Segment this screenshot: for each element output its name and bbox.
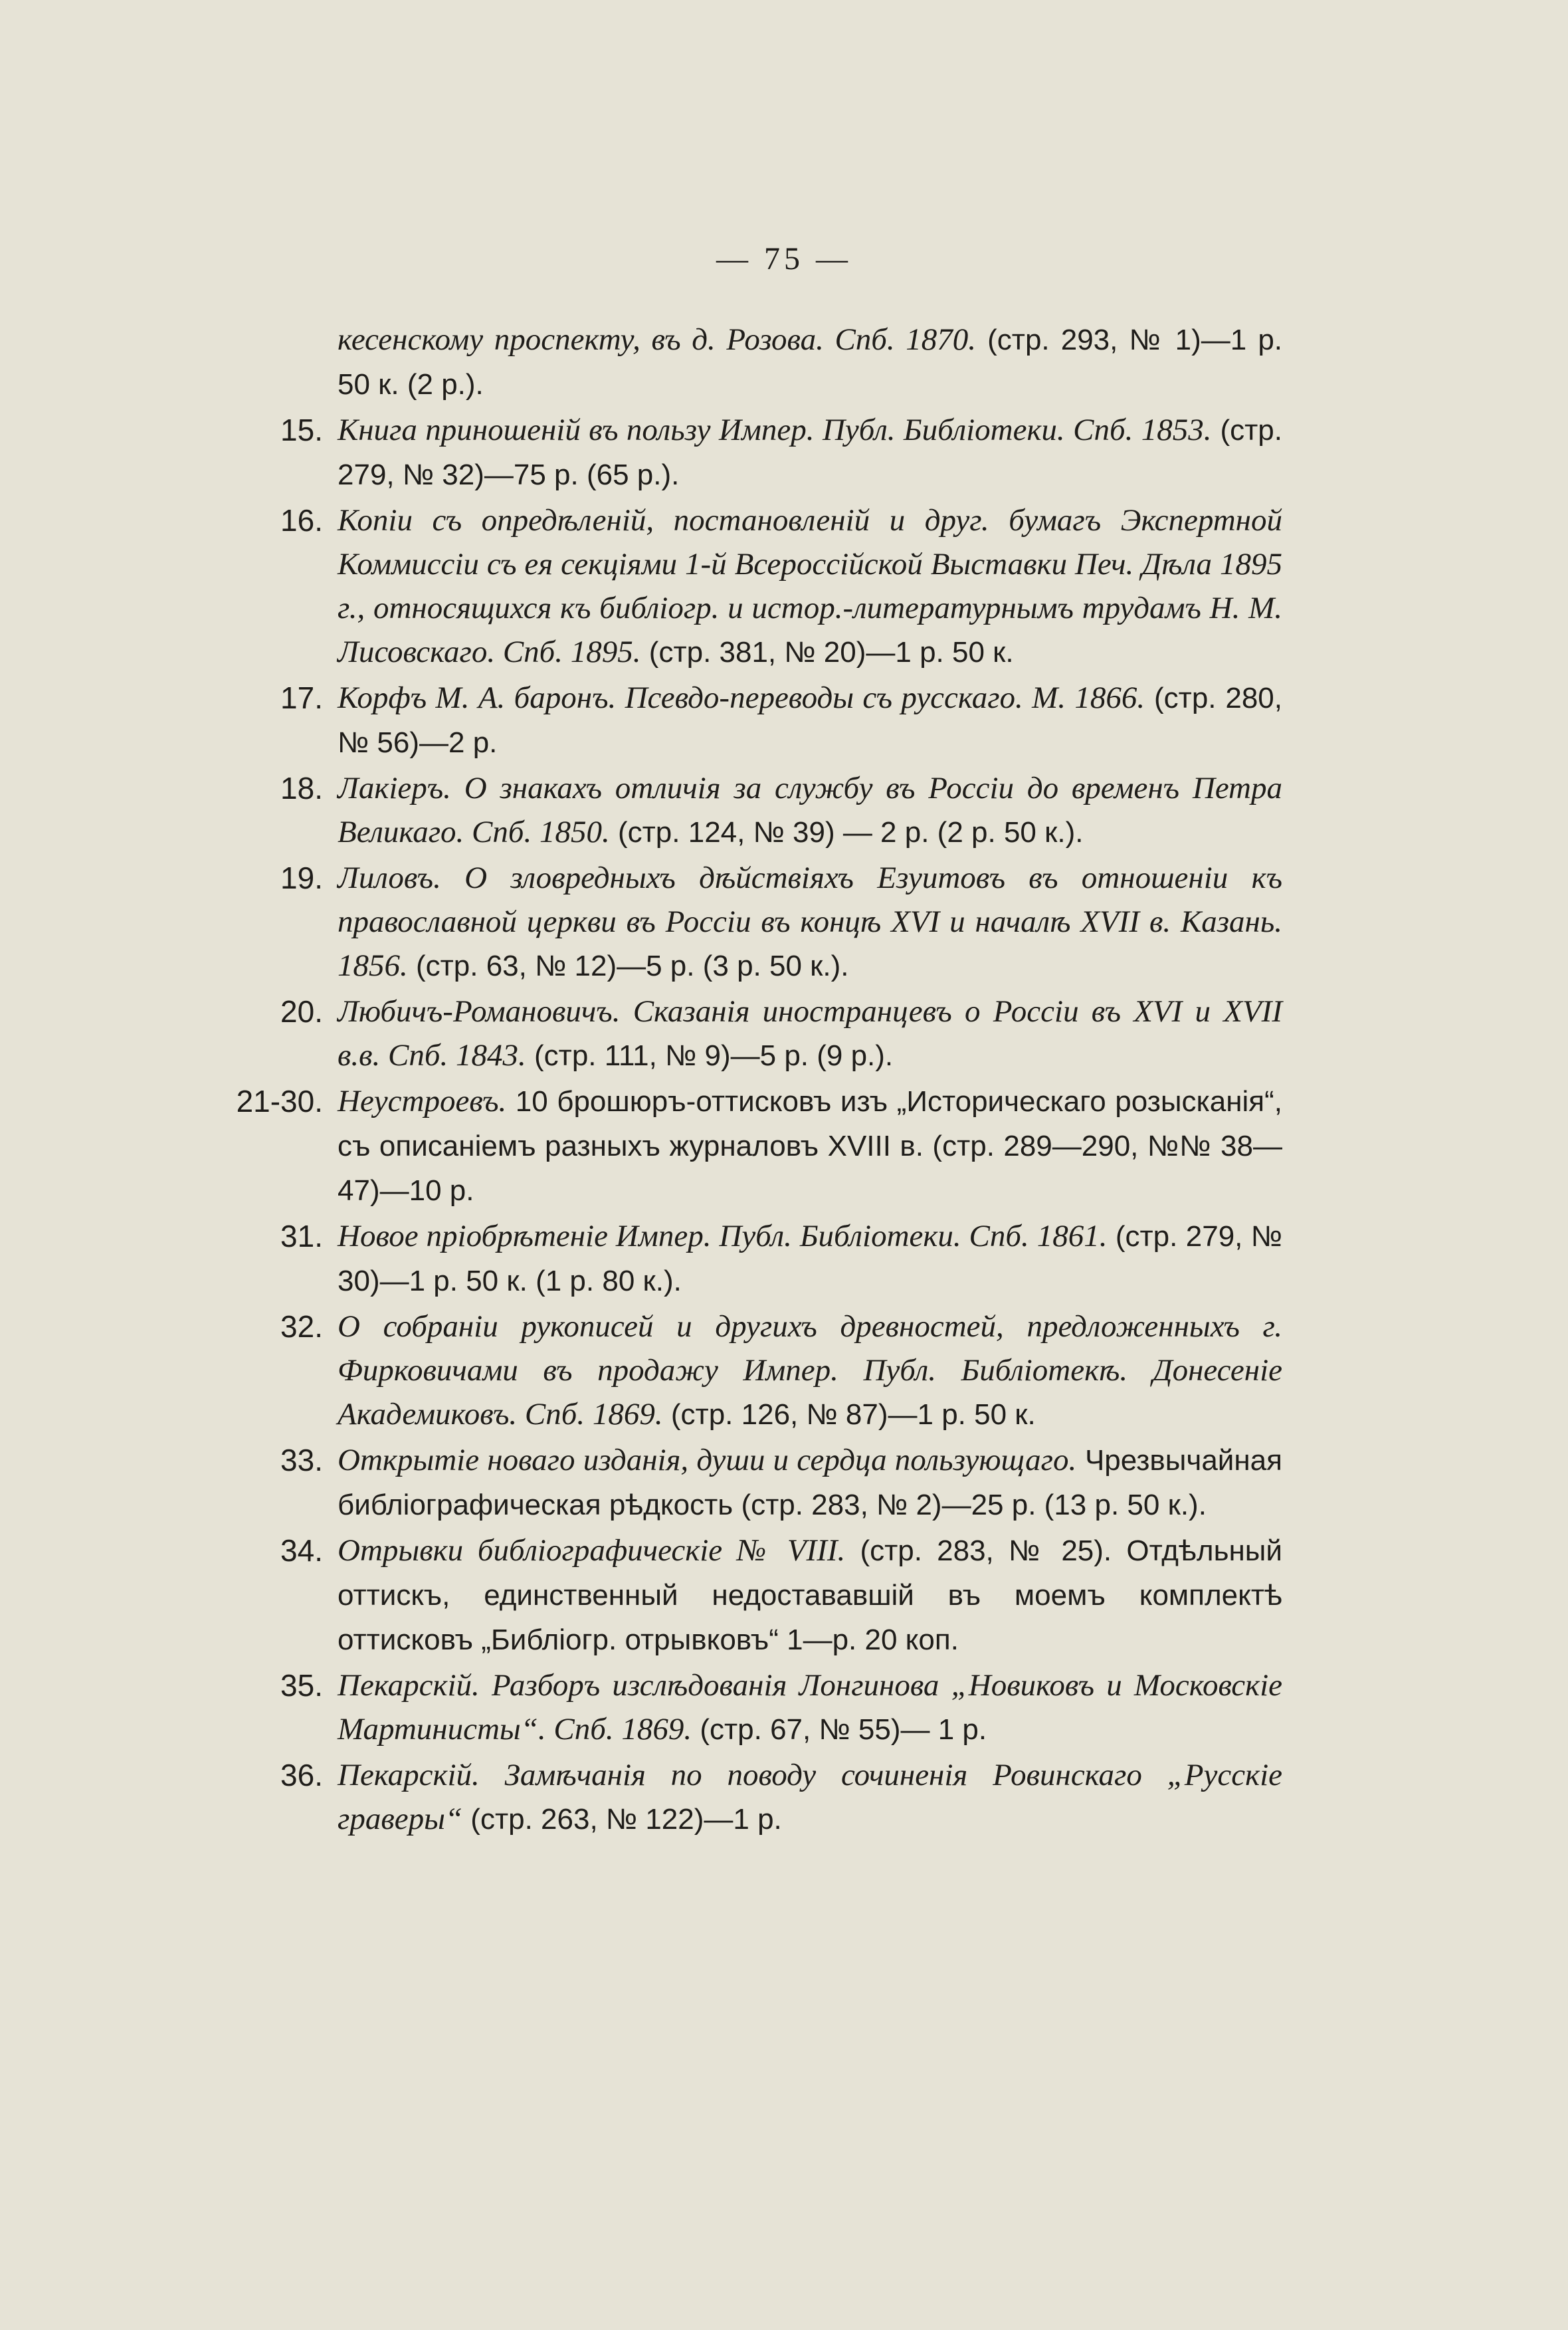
page-number: — 75 — <box>716 241 852 276</box>
entry-number: 36. <box>280 1758 323 1792</box>
entry-number: 21-30. <box>236 1084 323 1118</box>
entry-title: Новое пріобрѣтеніе Импер. Публ. Библіотеки. Спб. 1861. <box>338 1219 1108 1253</box>
entry-text <box>338 990 1282 1078</box>
catalog-entry <box>219 1305 1282 1437</box>
entry-text <box>338 1438 1282 1527</box>
entry-details: (стр. 381, № 20)—1 р. 50 к. <box>640 636 1014 669</box>
entry-details: (стр. 263, № 122)—1 р. <box>462 1803 782 1836</box>
entry-number: 20. <box>280 994 323 1029</box>
entry-number: 19. <box>280 861 323 895</box>
catalog-entry <box>219 990 1282 1078</box>
catalog-entry <box>219 1663 1282 1752</box>
catalog-entry <box>219 676 1282 765</box>
entry-details: (стр. 280, № 56)—2 р. <box>338 682 1283 759</box>
entry-number: 35. <box>280 1668 323 1703</box>
entry-text <box>338 408 1282 497</box>
catalog-entry <box>219 318 1282 407</box>
entry-title: О собраніи рукописей и другихъ древностей, предложенныхъ г. Фирковичами въ продажу Импер. Публ. Библіотекѣ. Донесеніе Академиковъ. Спб. 1869. <box>338 1309 1282 1431</box>
catalog-entry <box>219 1438 1282 1527</box>
entry-text <box>338 1529 1282 1662</box>
entry-text <box>338 318 1282 407</box>
entry-title: Лиловъ. О зловредныхъ дѣйствіяхъ Езуитовъ въ отношеніи къ православной церкви въ Россіи въ концѣ XVI и началѣ XVII в. Казань. 1856. <box>338 861 1282 983</box>
entry-number: 18. <box>280 771 323 805</box>
entry-text <box>338 856 1282 988</box>
entry-title: Копіи съ опредѣленій, постановленій и друг. бумагъ Экспертной Коммиссіи съ ея секціями 1-й Всероссійской Выставки Печ. Дѣла 1895 г., относящихся къ библіогр. и истор.-литературнымъ трудамъ Н. М. Лисовскаго. Спб. 1895. <box>338 503 1282 669</box>
entry-number: 31. <box>280 1219 323 1253</box>
entry-details: (стр. 279, № 32)—75 р. (65 р.). <box>338 414 1282 491</box>
entry-details: Чрезвычайная библіографическая рѣдкость (стр. 283, № 2)—25 р. (13 р. 50 к.). <box>338 1444 1282 1521</box>
catalog-entry <box>219 408 1282 497</box>
entry-title: кесенскому проспекту, въ д. Розова. Спб. 1870. <box>338 322 977 357</box>
catalog-entry <box>219 1079 1282 1213</box>
entry-text <box>338 498 1282 675</box>
entry-details: 10 брошюръ-оттисковъ изъ „Историческаго розысканія“, съ описаніемъ разныхъ журналовъ XVIII в. (стр. 289—290, №№ 38—47)—10 р. <box>338 1085 1282 1207</box>
entry-number: 33. <box>280 1443 323 1477</box>
entry-text <box>338 1753 1282 1842</box>
entry-details: (стр. 111, № 9)—5 р. (9 р.). <box>526 1039 894 1072</box>
catalog-entry <box>219 1214 1282 1303</box>
entry-title: Лакіеръ. О знакахъ отличія за службу въ Россіи до временъ Петра Великаго. Спб. 1850. <box>338 771 1282 849</box>
entry-text <box>338 676 1282 765</box>
entry-number: 17. <box>280 681 323 715</box>
entry-text <box>338 766 1282 855</box>
catalog-entry <box>219 498 1282 675</box>
entry-text <box>338 1305 1282 1437</box>
entry-details: (стр. 63, № 12)—5 р. (3 р. 50 к.). <box>407 950 849 982</box>
catalog-entry-list <box>219 318 1282 1843</box>
entry-number: 34. <box>280 1533 323 1568</box>
entry-details: (стр. 124, № 39) — 2 р. (2 р. 50 к.). <box>609 816 1084 849</box>
entry-title: Пекарскій. Разборъ изслѣдованія Лонгинова „Новиковъ и Московскіе Мартинисты“. Спб. 1869. <box>338 1668 1282 1747</box>
catalog-entry <box>219 766 1282 855</box>
entry-details: (стр. 279, № 30)—1 р. 50 к. (1 р. 80 к.). <box>338 1220 1283 1297</box>
entry-details: (стр. 126, № 87)—1 р. 50 к. <box>662 1398 1036 1431</box>
entry-title: Отрывки библіографическіе № VIII. <box>338 1533 846 1568</box>
entry-title: Корфъ М. А. баронъ. Псевдо-переводы съ русскаго. М. 1866. <box>338 681 1145 715</box>
catalog-entry <box>219 1753 1282 1842</box>
entry-title: Неустроевъ. <box>338 1084 507 1118</box>
entry-text <box>338 1214 1282 1303</box>
entry-text <box>338 1663 1282 1752</box>
catalog-entry <box>219 1529 1282 1662</box>
entry-number <box>219 318 338 407</box>
entry-details: (стр. 293, № 1)—1 р. 50 к. (2 р.). <box>338 324 1283 401</box>
entry-number: 32. <box>280 1309 323 1344</box>
entry-title: Открытіе новаго изданія, души и сердца пользующаго. <box>338 1443 1077 1477</box>
entry-title: Любичъ-Романовичъ. Сказанія иностранцевъ о Россіи въ XVI и XVII в.в. Спб. 1843. <box>338 994 1282 1073</box>
entry-title: Пекарскій. Замѣчанія по поводу сочиненія Ровинскаго „Русскіе граверы“ <box>338 1758 1282 1836</box>
entry-number: 15. <box>280 413 323 447</box>
entry-details: (стр. 67, № 55)— 1 р. <box>692 1713 987 1746</box>
catalog-entry <box>219 856 1282 988</box>
entry-details: (стр. 283, № 25). Отдѣльный оттискъ, единственный недостававшій въ моемъ комплектѣ оттисковъ „Библіогр. отрывковъ“ 1—р. 20 коп. <box>338 1535 1282 1656</box>
entry-text <box>338 1079 1282 1213</box>
entry-title: Книга приношеній въ пользу Импер. Публ. Библіотеки. Спб. 1853. <box>338 413 1212 447</box>
entry-number: 16. <box>280 503 323 538</box>
